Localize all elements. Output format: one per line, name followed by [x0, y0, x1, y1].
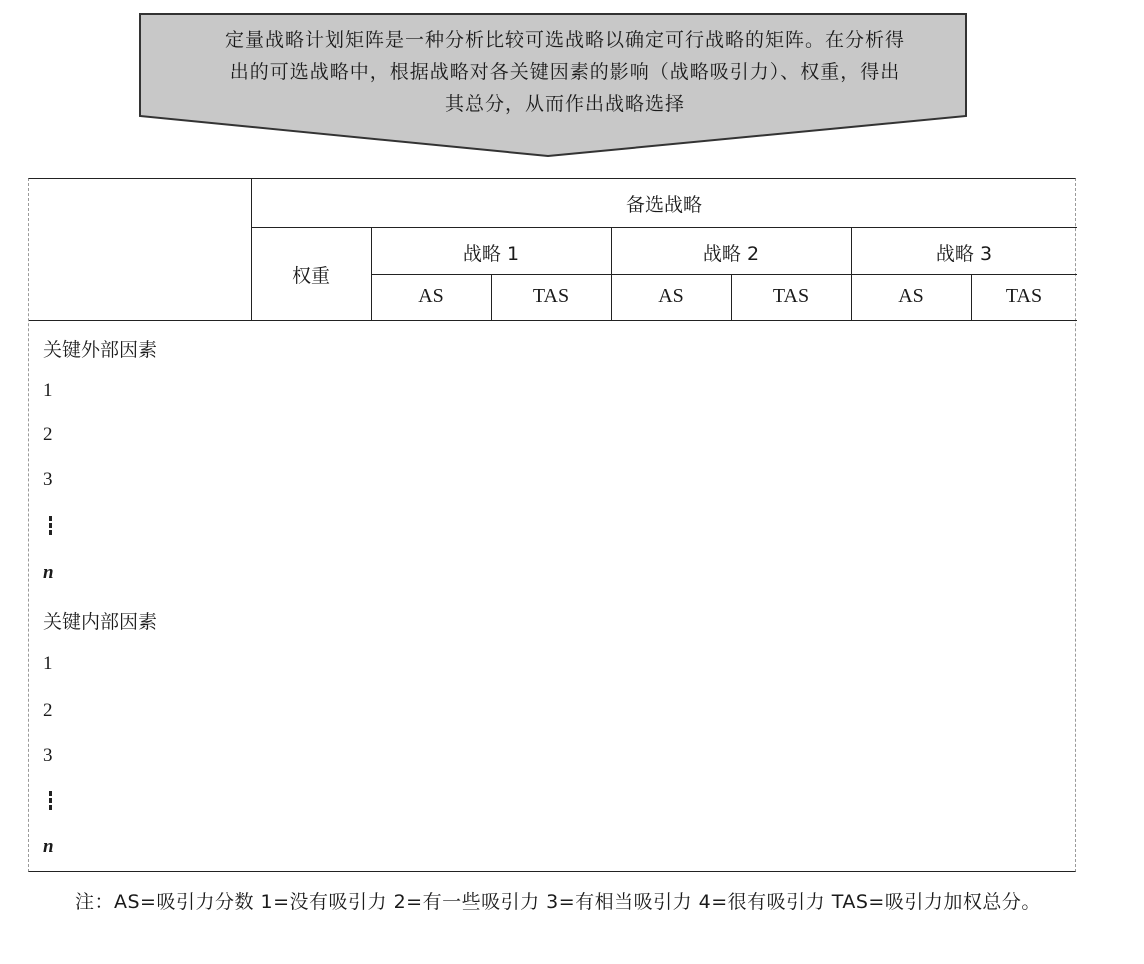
external-factors-title: 关键外部因素	[43, 339, 158, 361]
strategy-2-header: 战略 2	[702, 243, 760, 265]
external-factor-row: 3	[43, 469, 53, 490]
internal-vertical-ellipsis	[49, 791, 53, 812]
as-header: AS	[418, 285, 444, 307]
as-header: AS	[658, 285, 684, 307]
strategy-callout	[0, 0, 1144, 170]
callout-line: 定量战略计划矩阵是一种分析比较可选战略以确定可行战略的矩阵。在分析得	[224, 29, 905, 51]
external-factor-row: 1	[43, 380, 53, 401]
header-bottom-line	[29, 320, 1077, 321]
tas-header: TAS	[1005, 285, 1043, 307]
external-vertical-ellipsis	[49, 516, 53, 537]
external-factor-row: 2	[43, 424, 53, 445]
internal-factors-title: 关键内部因素	[43, 611, 158, 633]
callout-text	[175, 24, 955, 120]
weight-header: 权重	[291, 265, 330, 287]
internal-factor-row: 2	[43, 700, 53, 721]
strategy-1-header: 战略 1	[462, 243, 520, 265]
tas-header: TAS	[532, 285, 570, 307]
header-divider-1	[251, 227, 1077, 228]
callout-line: 出的可选战略中，根据战略对各关键因素的影响（战略吸引力）、权重，得出	[229, 61, 901, 83]
callout-line: 其总分，从而作出战略选择	[444, 93, 685, 115]
internal-factor-row: 1	[43, 653, 53, 674]
tas-header: TAS	[772, 285, 810, 307]
internal-factor-row: 3	[43, 745, 53, 766]
alternative-strategies-header: 备选战略	[625, 194, 702, 216]
external-factor-row-n: n	[43, 562, 54, 583]
internal-factor-row-n: n	[43, 836, 54, 857]
strategy-3-header: 战略 3	[935, 243, 993, 265]
as-header: AS	[898, 285, 924, 307]
footnote: 注：AS=吸引力分数 1=没有吸引力 2=有一些吸引力 3=有相当吸引力 4=很有吸引力 TAS=吸引力加权总分。	[75, 891, 1041, 913]
qspm-matrix-table	[28, 178, 1076, 872]
